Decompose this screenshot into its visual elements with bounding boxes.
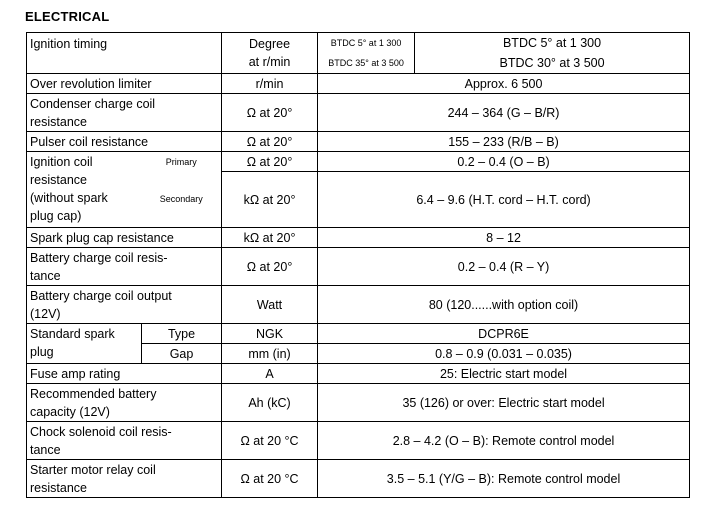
pulser-label: Pulser coil resistance <box>27 132 222 152</box>
ignition-timing-sub-line1: BTDC 5° at 1 300 <box>330 38 402 48</box>
ignition-coil-label-line2: resistance <box>30 173 87 187</box>
chock-value: 2.8 – 4.2 (O – B): Remote control model <box>318 422 690 460</box>
spark-plug-type-label: Type <box>142 324 222 344</box>
starter-label-line1: Starter motor relay coil <box>30 462 156 477</box>
battery-cap-label <box>27 384 222 422</box>
battery-res-label-line1: Battery charge coil resis- <box>30 250 168 265</box>
ignition-timing-sub-line2: BTDC 35° at 3 500 <box>328 58 404 68</box>
table-row-over-rev <box>27 74 690 94</box>
spark-plug-type-value: DCPR6E <box>318 324 690 344</box>
table-row-battery-res <box>27 248 690 286</box>
battery-res-unit: Ω at 20° <box>222 248 318 286</box>
spark-plug-gap-unit: mm (in) <box>222 344 318 364</box>
table-row-spark-plug-type <box>27 324 690 344</box>
ignition-coil-primary-unit: Ω at 20° <box>222 152 318 172</box>
table-row-ignition-timing <box>27 33 690 74</box>
condenser-label-line1: Condenser charge coil <box>30 96 156 111</box>
ignition-timing-unit-line1: Degree <box>249 37 291 51</box>
spark-plug-type-unit: NGK <box>222 324 318 344</box>
section-title: ELECTRICAL <box>25 9 110 24</box>
spark-cap-value: 8 – 12 <box>318 228 690 248</box>
ignition-coil-label <box>27 152 142 228</box>
pulser-value: 155 – 233 (R/B – B) <box>318 132 690 152</box>
battery-out-value: 80 (120......with option coil) <box>318 286 690 324</box>
condenser-label <box>27 94 222 132</box>
ignition-timing-unit <box>222 33 318 74</box>
battery-cap-label-line2: capacity (12V) <box>30 404 110 419</box>
battery-out-label-line2: (12V) <box>30 306 61 321</box>
electrical-spec-table <box>26 32 690 498</box>
condenser-unit: Ω at 20° <box>222 94 318 132</box>
ignition-coil-secondary-unit: kΩ at 20° <box>222 172 318 228</box>
ignition-timing-value <box>415 33 689 73</box>
table-row-fuse <box>27 364 690 384</box>
spark-plug-label-line2: plug <box>30 345 54 359</box>
spark-cap-unit: kΩ at 20° <box>222 228 318 248</box>
table-row-battery-out <box>27 286 690 324</box>
ignition-coil-secondary-value: 6.4 – 9.6 (H.T. cord – H.T. cord) <box>318 172 690 228</box>
ignition-coil-primary-label: Primary <box>142 152 222 172</box>
chock-label <box>27 422 222 460</box>
spark-cap-label: Spark plug cap resistance <box>27 228 222 248</box>
battery-res-label-line2: tance <box>30 268 61 283</box>
chock-unit: Ω at 20 °C <box>222 422 318 460</box>
battery-res-value: 0.2 – 0.4 (R – Y) <box>318 248 690 286</box>
pulser-unit: Ω at 20° <box>222 132 318 152</box>
table-row-spark-cap <box>27 228 690 248</box>
ignition-coil-primary-value: 0.2 – 0.4 (O – B) <box>318 152 690 172</box>
table-row-battery-cap <box>27 384 690 422</box>
table-row-ignition-coil-primary <box>27 152 690 172</box>
ignition-timing-value-line1: BTDC 5° at 1 300 <box>502 36 602 50</box>
ignition-timing-sub <box>318 33 415 73</box>
starter-unit: Ω at 20 °C <box>222 460 318 498</box>
spark-plug-label-line1: Standard spark <box>30 327 115 341</box>
spark-plug-gap-value: 0.8 – 0.9 (0.031 – 0.035) <box>318 344 690 364</box>
ignition-timing-value-line2: BTDC 30° at 3 500 <box>499 56 605 70</box>
chock-label-line1: Chock solenoid coil resis- <box>30 424 172 439</box>
starter-value: 3.5 – 5.1 (Y/G – B): Remote control model <box>318 460 690 498</box>
condenser-value: 244 – 364 (G – B/R) <box>318 94 690 132</box>
battery-cap-unit: Ah (kC) <box>222 384 318 422</box>
fuse-label: Fuse amp rating <box>27 364 222 384</box>
battery-out-label-line1: Battery charge coil output <box>30 288 172 303</box>
fuse-value: 25: Electric start model <box>318 364 690 384</box>
ignition-timing-values <box>318 33 690 74</box>
ignition-timing-label: Ignition timing <box>27 33 222 74</box>
battery-out-label <box>27 286 222 324</box>
ignition-timing-unit-line2: at r/min <box>248 55 291 69</box>
over-rev-label: Over revolution limiter <box>27 74 222 94</box>
ignition-coil-label-line4: plug cap) <box>30 209 82 223</box>
spark-plug-gap-label: Gap <box>142 344 222 364</box>
battery-cap-value: 35 (126) or over: Electric start model <box>318 384 690 422</box>
table-row-condenser <box>27 94 690 132</box>
condenser-label-line2: resistance <box>30 114 87 129</box>
battery-res-label <box>27 248 222 286</box>
over-rev-unit: r/min <box>222 74 318 94</box>
battery-cap-label-line1: Recommended battery <box>30 386 157 401</box>
fuse-unit: A <box>222 364 318 384</box>
table-row-starter <box>27 460 690 498</box>
spark-plug-label <box>27 324 142 364</box>
ignition-coil-label-line1: Ignition coil <box>30 155 93 169</box>
table-row-chock <box>27 422 690 460</box>
table-row-pulser <box>27 132 690 152</box>
over-rev-value: Approx. 6 500 <box>318 74 690 94</box>
ignition-coil-label-line3: (without spark <box>30 191 108 205</box>
battery-out-unit: Watt <box>222 286 318 324</box>
starter-label <box>27 460 222 498</box>
starter-label-line2: resistance <box>30 480 87 495</box>
ignition-coil-secondary-label: Secondary <box>142 172 222 228</box>
chock-label-line2: tance <box>30 442 61 457</box>
